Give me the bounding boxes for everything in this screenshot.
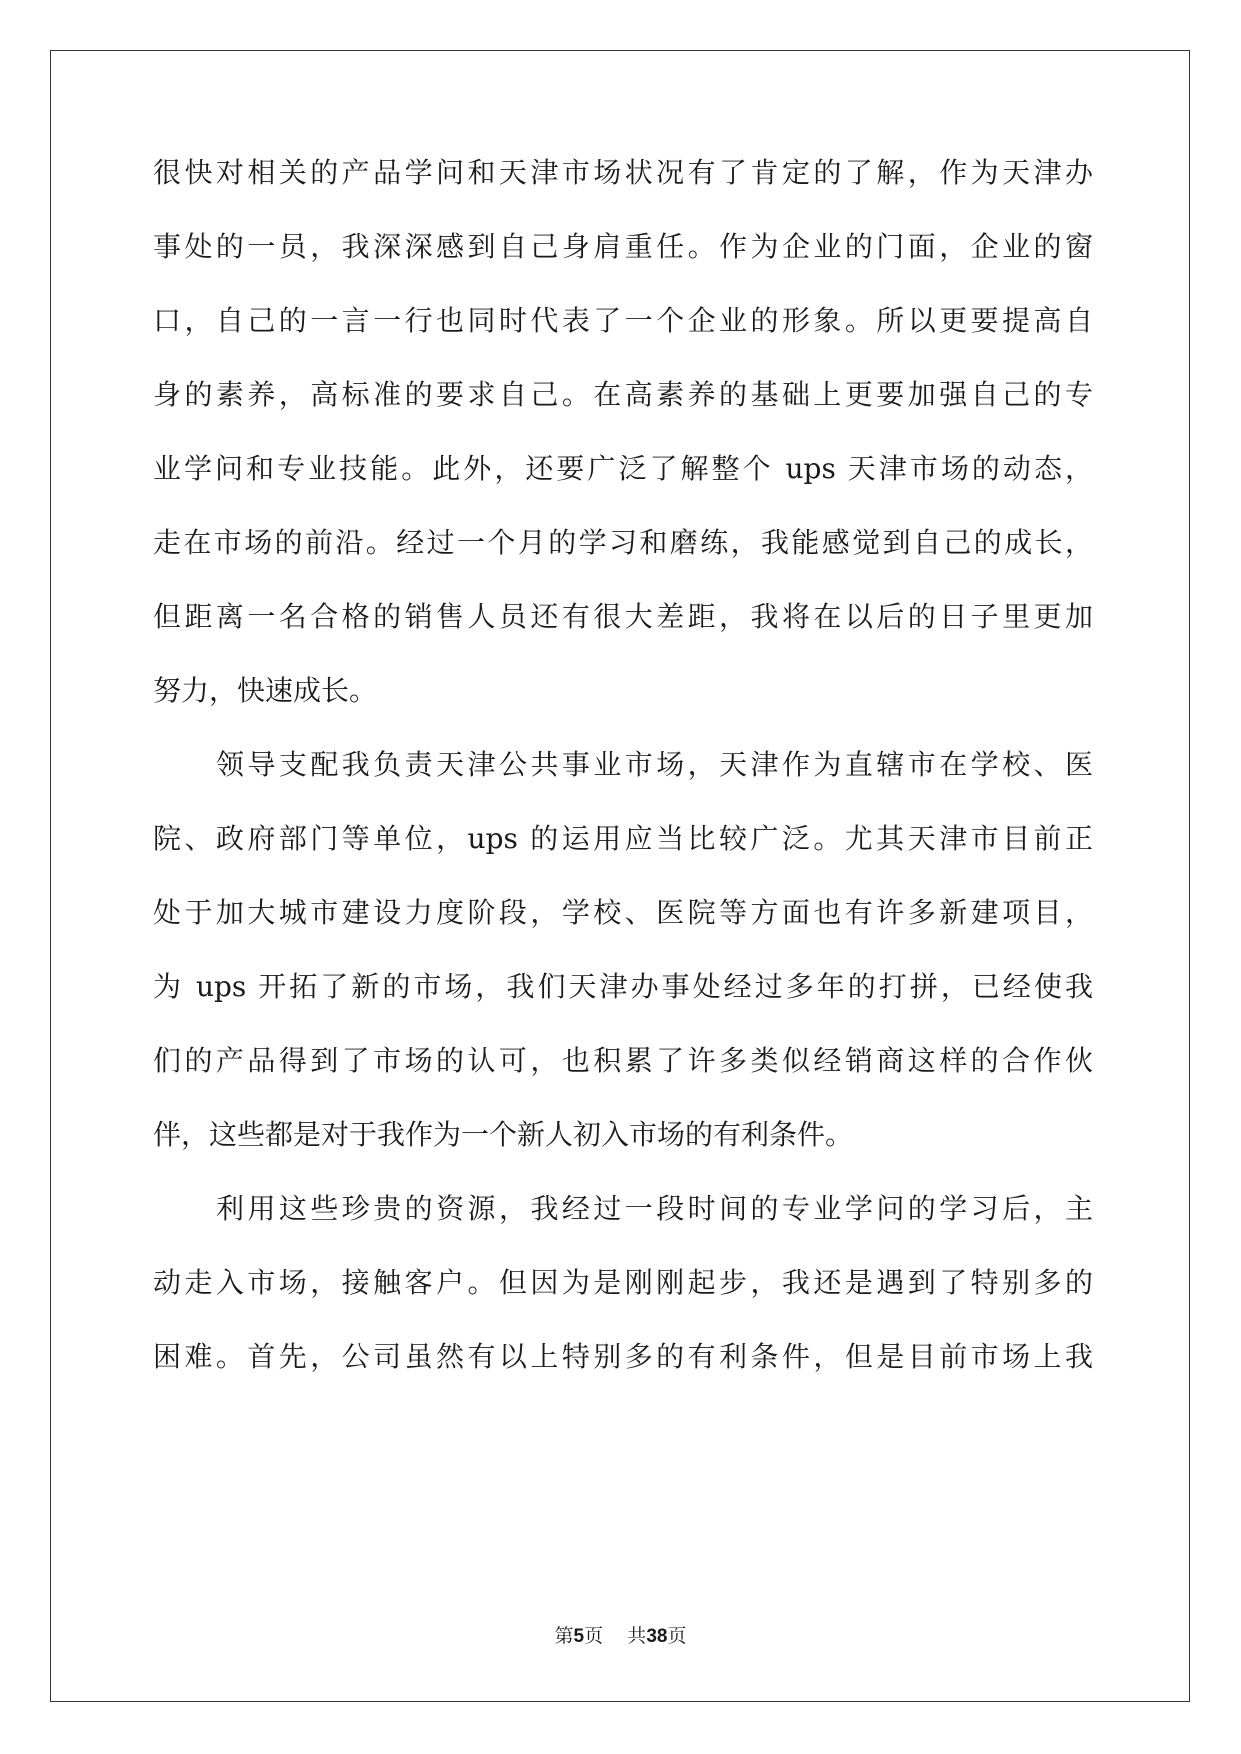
text-line: 伴，这些都是对于我作为一个新人初入市场的有利条件。 (153, 1118, 854, 1151)
total-pages: 38 (646, 1626, 668, 1647)
text-line: 身的素养，高标准的要求自己。在高素养的基础上更要加强自己的专 (153, 378, 1093, 411)
text-line: 事处的一员，我深深感到自己身肩重任。作为企业的门面，企业的窗 (153, 230, 1093, 263)
page-border (50, 50, 1190, 1702)
text-line: 口，自己的一言一行也同时代表了一个企业的形象。所以更要提高自 (153, 304, 1093, 337)
page-number: 5 (573, 1626, 585, 1647)
page-footer (0, 1624, 1241, 1649)
text-line: 走在市场的前沿。经过一个月的学习和磨练，我能感觉到自己的成长， (153, 526, 1093, 559)
text-line: 但距离一名合格的销售人员还有很大差距，我将在以后的日子里更加 (153, 600, 1093, 633)
text-line: 努力，快速成长。 (153, 674, 378, 707)
footer-prefix: 第 (554, 1625, 574, 1647)
text-line: 很快对相关的产品学问和天津市场状况有了肯定的了解，作为天津办 (153, 156, 1093, 189)
text-line: 动走入市场，接触客户。但因为是刚刚起步，我还是遇到了特别多的 (153, 1266, 1093, 1299)
text-line: 为 ups 开拓了新的市场，我们天津办事处经过多年的打拼，已经使我 (153, 970, 1093, 1003)
text-line: 们的产品得到了市场的认可，也积累了许多类似经销商这样的合作伙 (153, 1044, 1093, 1077)
text-line: 利用这些珍贵的资源，我经过一段时间的专业学问的学习后，主 (216, 1192, 1093, 1225)
footer-page-suffix: 页 (584, 1625, 604, 1647)
text-line: 院、政府部门等单位，ups 的运用应当比较广泛。尤其天津市目前正 (153, 822, 1093, 855)
text-line: 困难。首先，公司虽然有以上特别多的有利条件，但是目前市场上我 (153, 1340, 1093, 1373)
footer-total-suffix: 页 (667, 1625, 687, 1647)
text-line: 领导支配我负责天津公共事业市场，天津作为直辖市在学校、医 (216, 748, 1093, 781)
text-line: 业学问和专业技能。此外，还要广泛了解整个 ups 天津市场的动态， (153, 452, 1093, 485)
footer-total-prefix: 共 (627, 1625, 647, 1647)
text-line: 处于加大城市建设力度阶段，学校、医院等方面也有许多新建项目， (153, 896, 1093, 929)
